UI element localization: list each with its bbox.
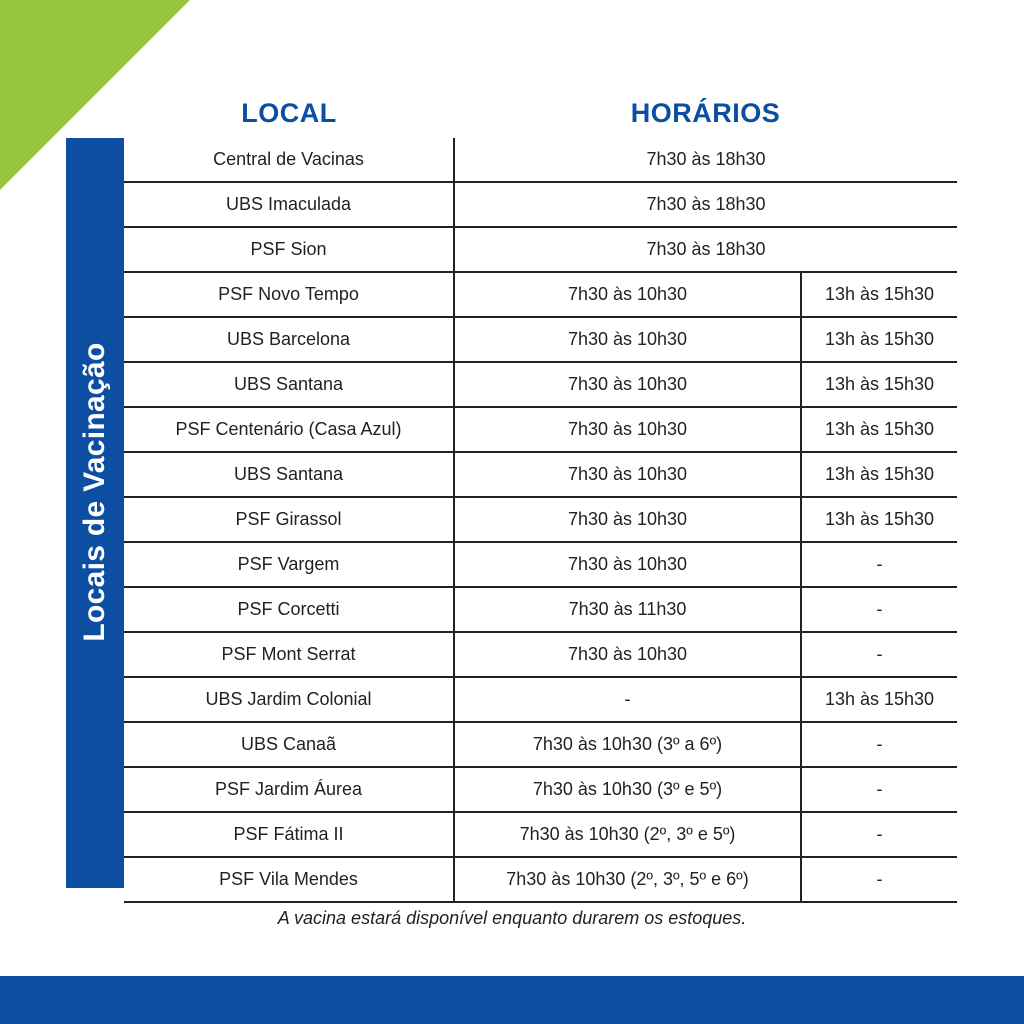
location-cell: UBS Jardim Colonial	[124, 677, 454, 722]
table-row	[124, 227, 957, 272]
afternoon-hours-cell: -	[801, 632, 957, 677]
table-row	[124, 722, 957, 767]
afternoon-hours-cell: 13h às 15h30	[801, 362, 957, 407]
morning-hours-cell: 7h30 às 11h30	[454, 587, 801, 632]
afternoon-hours-cell: 13h às 15h30	[801, 497, 957, 542]
table-row	[124, 632, 957, 677]
afternoon-hours-cell: 13h às 15h30	[801, 452, 957, 497]
morning-hours-cell: 7h30 às 10h30	[454, 632, 801, 677]
afternoon-hours-cell: -	[801, 812, 957, 857]
afternoon-hours-cell: 13h às 15h30	[801, 407, 957, 452]
footer-note: A vacina estará disponível enquanto durarem os estoques.	[277, 908, 747, 928]
horarios-column-header: HORÁRIOS	[630, 98, 781, 128]
afternoon-hours-cell: -	[801, 767, 957, 812]
location-cell: PSF Sion	[124, 227, 454, 272]
full-day-hours-cell: 7h30 às 18h30	[454, 138, 957, 182]
location-cell: PSF Novo Tempo	[124, 272, 454, 317]
morning-hours-cell: 7h30 às 10h30	[454, 317, 801, 362]
location-cell: UBS Canaã	[124, 722, 454, 767]
location-cell: Central de Vacinas	[124, 138, 454, 182]
bottom-bar	[0, 976, 1024, 1024]
morning-hours-cell: 7h30 às 10h30	[454, 407, 801, 452]
table-row	[124, 182, 957, 227]
morning-hours-cell: 7h30 às 10h30 (2º, 3º e 5º)	[454, 812, 801, 857]
table-row	[124, 857, 957, 902]
location-cell: PSF Girassol	[124, 497, 454, 542]
afternoon-hours-cell: 13h às 15h30	[801, 272, 957, 317]
location-cell: PSF Vargem	[124, 542, 454, 587]
morning-hours-cell: 7h30 às 10h30 (3º e 5º)	[454, 767, 801, 812]
location-cell: UBS Santana	[124, 362, 454, 407]
afternoon-hours-cell: 13h às 15h30	[801, 317, 957, 362]
table-row	[124, 812, 957, 857]
morning-hours-cell: 7h30 às 10h30 (3º a 6º)	[454, 722, 801, 767]
afternoon-hours-cell: -	[801, 587, 957, 632]
table-row	[124, 317, 957, 362]
afternoon-hours-cell: -	[801, 542, 957, 587]
morning-hours-cell: 7h30 às 10h30	[454, 497, 801, 542]
location-cell: PSF Mont Serrat	[124, 632, 454, 677]
morning-hours-cell: 7h30 às 10h30	[454, 452, 801, 497]
location-cell: PSF Jardim Áurea	[124, 767, 454, 812]
schedule-table-body	[124, 138, 957, 902]
location-cell: PSF Corcetti	[124, 587, 454, 632]
location-cell: PSF Vila Mendes	[124, 857, 454, 902]
table-row	[124, 452, 957, 497]
location-cell: UBS Santana	[124, 452, 454, 497]
location-cell: PSF Fátima II	[124, 812, 454, 857]
table-row	[124, 677, 957, 722]
full-day-hours-cell: 7h30 às 18h30	[454, 227, 957, 272]
full-day-hours-cell: 7h30 às 18h30	[454, 182, 957, 227]
morning-hours-cell: 7h30 às 10h30 (2º, 3º, 5º e 6º)	[454, 857, 801, 902]
location-cell: UBS Barcelona	[124, 317, 454, 362]
table-row	[124, 362, 957, 407]
afternoon-hours-cell: 13h às 15h30	[801, 677, 957, 722]
local-column-header: LOCAL	[241, 98, 337, 128]
schedule-table	[124, 138, 957, 903]
location-cell: UBS Imaculada	[124, 182, 454, 227]
afternoon-hours-cell: -	[801, 722, 957, 767]
location-cell: PSF Centenário (Casa Azul)	[124, 407, 454, 452]
morning-hours-cell: -	[454, 677, 801, 722]
table-row	[124, 138, 957, 182]
side-label: Locais de Vacinação	[78, 342, 111, 642]
table-row	[124, 767, 957, 812]
table-row	[124, 407, 957, 452]
morning-hours-cell: 7h30 às 10h30	[454, 542, 801, 587]
table-row	[124, 497, 957, 542]
table-row	[124, 587, 957, 632]
table-row	[124, 272, 957, 317]
afternoon-hours-cell: -	[801, 857, 957, 902]
morning-hours-cell: 7h30 às 10h30	[454, 362, 801, 407]
table-row	[124, 542, 957, 587]
morning-hours-cell: 7h30 às 10h30	[454, 272, 801, 317]
